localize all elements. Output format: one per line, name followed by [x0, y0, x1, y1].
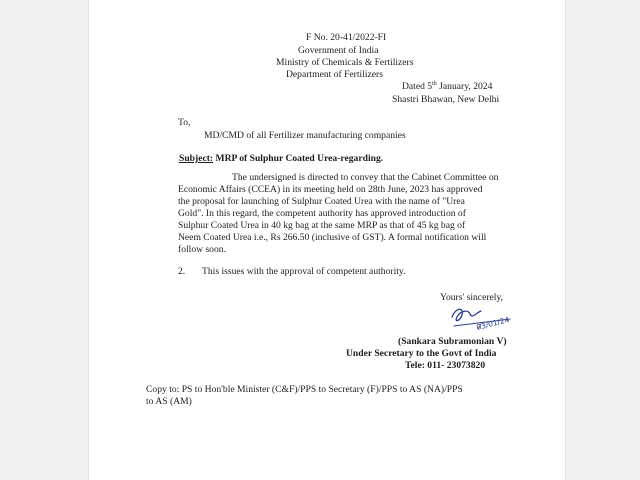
- copy-to-line-2: to AS (AM): [146, 396, 192, 407]
- signatory-designation: Under Secretary to the Govt of India: [346, 348, 497, 359]
- para1-line-3: the proposal for launching of Sulphur Coated Urea with the name of "Urea: [178, 196, 465, 207]
- para1-line-4: Gold". In this regard, the competent authority has approved introduction of: [178, 208, 466, 219]
- para1-line-1: The undersigned is directed to convey that the Cabinet Committee on: [232, 172, 499, 183]
- salutation: Yours' sincerely,: [440, 292, 504, 303]
- subject-line: Subject: MRP of Sulphur Coated Urea-regarding.: [179, 153, 384, 164]
- para1-line-2: Economic Affairs (CCEA) in its meeting held on 28th June, 2023 has approved: [178, 184, 483, 195]
- signatory-name: (Sankara Subramonian V): [398, 336, 507, 347]
- para2-number: 2.: [178, 266, 186, 277]
- para2-text: This issues with the approval of competent authority.: [202, 266, 406, 277]
- to-line: To,: [178, 117, 191, 128]
- copy-to-line-1: Copy to: PS to Hon'ble Minister (C&F)/PPS to Secretary (F)/PPS to AS (NA)/PPS: [146, 384, 463, 395]
- left-margin: [0, 0, 89, 480]
- signatory-telephone: Tele: 011- 23073820: [405, 360, 486, 371]
- para1-line-7: follow soon.: [178, 244, 226, 255]
- department-line: Department of Fertilizers: [286, 69, 383, 80]
- government-line: Government of India: [298, 45, 379, 56]
- para1-line-5: Sulphur Coated Urea in 40 kg bag at the same MRP as that of 45 kg bag of: [178, 220, 466, 231]
- place-line: Shastri Bhawan, New Delhi: [392, 94, 500, 105]
- recipient-line: MD/CMD of all Fertilizer manufacturing companies: [204, 130, 406, 141]
- ministry-line: Ministry of Chemicals & Fertilizers: [276, 57, 414, 68]
- para1-line-6: Neem Coated Urea i.e., Rs 266.50 (inclusive of GST). A formal notification will: [178, 232, 487, 243]
- file-number: F No. 20-41/2022-FI: [306, 32, 387, 43]
- date-line: Dated 5th January, 2024: [402, 80, 493, 92]
- signature-date: 03/01/24: [475, 315, 511, 332]
- right-margin: [565, 0, 640, 480]
